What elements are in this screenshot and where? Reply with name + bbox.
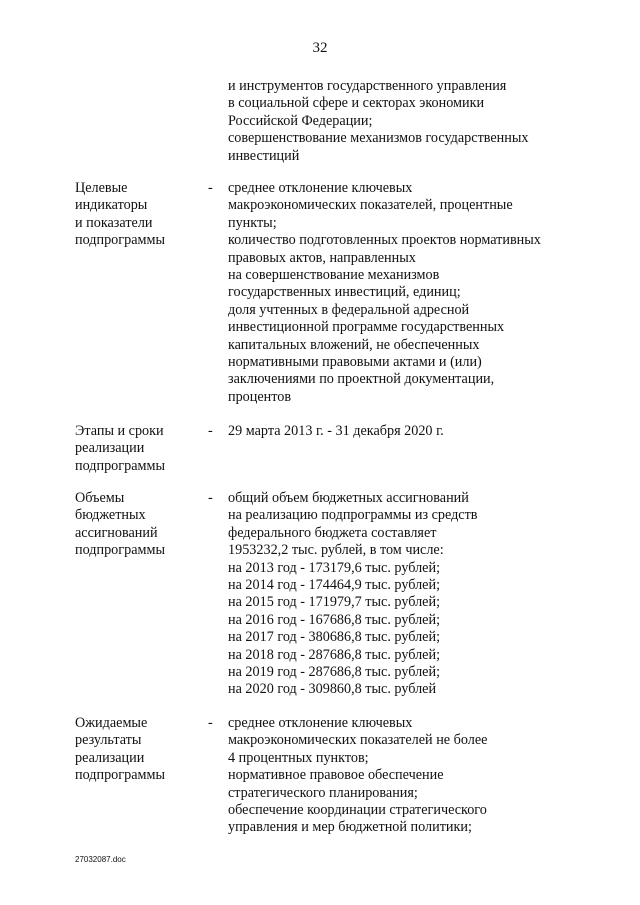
content-line: на 2013 год - 173179,6 тыс. рублей; (228, 559, 441, 576)
content-line: на совершенствование механизмов (228, 267, 440, 284)
content-line: государственных инвестиций, единиц; (228, 284, 461, 301)
section-dash: - (208, 715, 213, 731)
content-line: на 2019 год - 287686,8 тыс. рублей; (228, 664, 441, 681)
section-label (75, 715, 195, 785)
content-line: на 2020 год - 309860,8 тыс. рублей (228, 681, 437, 698)
section-content (228, 180, 618, 406)
label-line: Этапы и сроки (75, 423, 164, 439)
section-content (228, 490, 618, 699)
label-line: Объемы (75, 490, 125, 506)
intro-line: Российской Федерации; (228, 112, 373, 129)
content-line: на 2016 год - 167686,8 тыс. рублей; (228, 611, 441, 628)
intro-line: в социальной сфере и секторах экономики (228, 95, 485, 112)
content-line: количество подготовленных проектов нормативных (228, 232, 541, 249)
content-line: среднее отклонение ключевых (228, 715, 413, 731)
page-number: 32 (312, 40, 328, 56)
content-line: капитальных вложений, не обеспеченных (228, 336, 480, 353)
content-line: инвестиционной программе государственных (228, 319, 505, 336)
content-line: на 2017 год - 380686,8 тыс. рублей; (228, 629, 441, 646)
label-line: подпрограммы (75, 232, 165, 249)
label-line: Ожидаемые (75, 715, 148, 731)
content-line: на 2015 год - 171979,7 тыс. рублей; (228, 594, 441, 611)
content-line: стратегического планирования; (228, 784, 418, 801)
intro-line: инвестиций (228, 147, 300, 164)
content-line: среднее отклонение ключевых (228, 180, 413, 196)
section-label (75, 180, 195, 250)
content-line: макроэкономических показателей не более (228, 732, 488, 749)
content-line: правовых актов, направленных (228, 249, 416, 266)
content-line: общий объем бюджетных ассигнований (228, 490, 469, 506)
section-content (228, 423, 618, 440)
content-line: нормативными правовыми актами и (или) (228, 354, 482, 371)
content-line: заключениями по проектной документации, (228, 371, 495, 388)
label-line: подпрограммы (75, 457, 165, 474)
content-line: на 2018 год - 287686,8 тыс. рублей; (228, 646, 441, 663)
intro-line: и инструментов государственного управления (228, 78, 507, 94)
label-line: результаты (75, 732, 142, 749)
section-label (75, 490, 195, 560)
content-line: 29 марта 2013 г. - 31 декабря 2020 г. (228, 423, 444, 439)
section-dash: - (208, 180, 213, 196)
content-line: на 2014 год - 174464,9 тыс. рублей; (228, 577, 441, 594)
content-line: макроэкономических показателей, процентные (228, 197, 513, 214)
label-line: Целевые (75, 180, 128, 196)
content-line: 1953232,2 тыс. рублей, в том числе: (228, 542, 444, 559)
label-line: реализации (75, 749, 145, 766)
content-line: 4 процентных пунктов; (228, 749, 369, 766)
content-line: пункты; (228, 214, 277, 231)
content-line: управления и мер бюджетной политики; (228, 819, 472, 836)
content-line: процентов (228, 388, 292, 405)
footer-document-code: 27032087.doc (75, 855, 126, 864)
label-line: подпрограммы (75, 767, 165, 784)
intro-line: совершенствование механизмов государственных (228, 130, 529, 147)
content-line: обеспечение координации стратегического (228, 802, 487, 819)
label-line: и показатели (75, 214, 153, 231)
label-line: индикаторы (75, 197, 148, 214)
content-line: доля учтенных в федеральной адресной (228, 301, 470, 318)
intro-continuation (228, 78, 608, 165)
content-line: нормативное правовое обеспечение (228, 767, 444, 784)
content-line: федерального бюджета составляет (228, 524, 437, 541)
section-dash: - (208, 423, 213, 439)
label-line: ассигнований (75, 524, 158, 541)
label-line: подпрограммы (75, 542, 165, 559)
section-label (75, 423, 195, 475)
section-dash: - (208, 490, 213, 506)
content-line: на реализацию подпрограммы из средств (228, 507, 478, 524)
label-line: реализации (75, 440, 145, 457)
section-content (228, 715, 618, 837)
label-line: бюджетных (75, 507, 146, 524)
